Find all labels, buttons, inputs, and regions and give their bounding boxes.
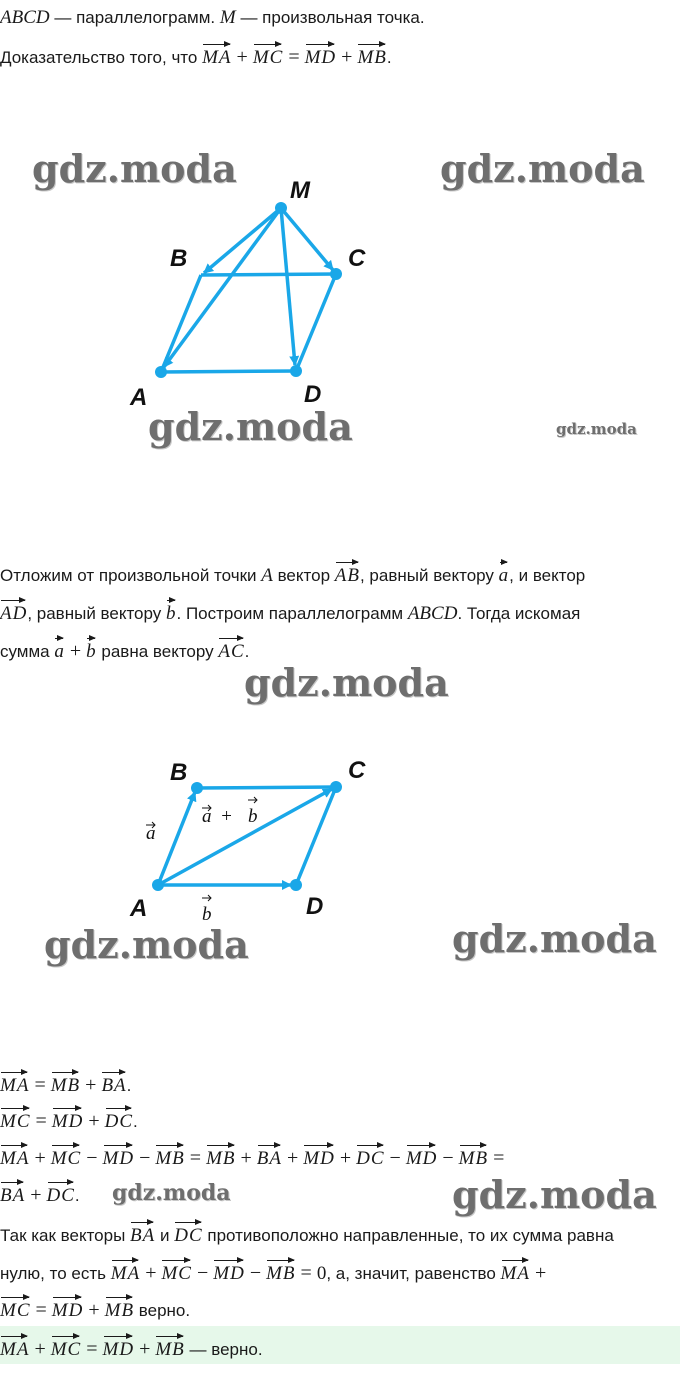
vector-ba: BA <box>101 1068 126 1098</box>
plus-op: + <box>145 1262 157 1284</box>
watermark: gdz.moda <box>452 1172 657 1217</box>
math-abcd: ABCD <box>0 7 50 28</box>
para2-text: . Построим параллелограмм <box>176 604 404 623</box>
proof-text: , а, значит, равенство <box>326 1264 496 1283</box>
point-d <box>290 879 302 891</box>
zero: 0 <box>316 1263 327 1284</box>
point-m <box>275 202 287 214</box>
vector-md: MD <box>406 1141 438 1171</box>
vector-md: MD <box>303 1141 335 1171</box>
vector-mb: MB <box>155 1332 184 1362</box>
eq-op: = <box>86 1338 98 1360</box>
vector-dc: DC <box>47 1178 75 1208</box>
vector-md: MD <box>103 1332 135 1362</box>
plus-op: + <box>139 1338 151 1360</box>
vector-ma: MA <box>0 1141 29 1171</box>
point-a <box>152 879 164 891</box>
proof-text: противоположно направленные, то их сумма равна <box>207 1226 614 1245</box>
vector-a: a <box>54 634 65 664</box>
vector-dc: DC <box>105 1104 133 1134</box>
proof-line-3 <box>0 1141 680 1171</box>
intro-line-1 <box>0 6 680 30</box>
point-c <box>330 268 342 280</box>
vector-ac: AC <box>218 634 244 664</box>
plus-op: + <box>341 46 353 68</box>
para2-text: Отложим от произвольной точки <box>0 566 257 585</box>
figure-parallelogram-point-m <box>120 170 380 410</box>
vector-ma: MA <box>202 40 231 70</box>
label-sum-plus: + <box>220 806 233 827</box>
side-bc <box>197 787 336 788</box>
arrow-ma <box>164 208 281 367</box>
vector-ba: BA <box>0 1178 25 1208</box>
minus-op: − <box>389 1147 401 1169</box>
point-d <box>290 365 302 377</box>
eq-op: = <box>34 1074 46 1096</box>
vector-mc: MC <box>253 40 284 70</box>
label-vec-a: a <box>146 823 156 844</box>
proof-text: и <box>160 1226 170 1245</box>
watermark: gdz.moda <box>452 916 657 961</box>
plus-op: + <box>34 1338 46 1360</box>
para2-text: вектор <box>277 566 331 585</box>
vector-ad: AD <box>0 596 27 626</box>
watermark: gdz.moda <box>556 420 637 438</box>
label-d: D <box>306 893 324 920</box>
math-a: A <box>261 565 273 586</box>
arrow-mc <box>281 208 333 270</box>
label-vec-b: b <box>202 904 212 925</box>
label-a: A <box>130 384 148 410</box>
proof-line-7 <box>0 1293 680 1323</box>
vector-ma: MA <box>0 1068 29 1098</box>
arrow-ac <box>158 789 332 885</box>
proof-text: Так как векторы <box>0 1226 126 1245</box>
para2-line-2 <box>0 596 680 626</box>
vector-b: b <box>166 596 177 626</box>
vector-ba: BA <box>257 1141 282 1171</box>
minus-op: − <box>86 1147 98 1169</box>
vector-a: a <box>499 558 510 588</box>
point-b <box>191 782 203 794</box>
intro-text-2: — произвольная точка. <box>240 8 425 27</box>
watermark: gdz.moda <box>44 922 249 967</box>
eq-op: = <box>189 1147 202 1169</box>
plus-op: + <box>236 46 248 68</box>
vector-mb: MB <box>105 1293 134 1323</box>
vector-md: MD <box>305 40 337 70</box>
proof-line-2 <box>0 1104 680 1134</box>
vector-dc: DC <box>356 1141 384 1171</box>
para2-line-1 <box>0 558 680 588</box>
minus-op: − <box>249 1262 262 1284</box>
answer-text: — верно. <box>189 1340 263 1359</box>
period: . <box>74 1186 80 1205</box>
plus-op: + <box>88 1110 100 1132</box>
watermark: gdz.moda <box>244 660 449 705</box>
vector-mc: MC <box>51 1141 82 1171</box>
side-ad <box>161 371 296 372</box>
vector-mb: MB <box>206 1141 235 1171</box>
eq-op: = <box>35 1110 47 1132</box>
vector-md: MD <box>103 1141 135 1171</box>
eq-op: = <box>493 1147 505 1169</box>
para2-text: сумма <box>0 642 50 661</box>
vector-mb: MB <box>357 40 386 70</box>
para2-text: равна вектору <box>101 642 214 661</box>
period: . <box>126 1076 132 1095</box>
vector-ab: AB <box>335 558 360 588</box>
answer-line <box>0 1332 680 1362</box>
label-b: B <box>170 245 188 272</box>
vector-dc: DC <box>174 1218 202 1248</box>
label-c: C <box>348 245 366 272</box>
plus-op: + <box>287 1147 299 1169</box>
eq-op: = <box>300 1262 312 1284</box>
vector-ba: BA <box>130 1218 155 1248</box>
proof-text: верно. <box>138 1301 191 1320</box>
vector-ma: MA <box>111 1256 140 1286</box>
intro-line-2 <box>0 40 680 70</box>
vector-ma: MA <box>501 1256 530 1286</box>
vector-mc: MC <box>51 1332 82 1362</box>
label-d: D <box>304 381 322 408</box>
vector-mb: MB <box>459 1141 488 1171</box>
proof-line-1 <box>0 1068 680 1098</box>
vector-mc: MC <box>0 1104 31 1134</box>
watermark: gdz.moda <box>148 404 353 449</box>
plus-op: + <box>339 1147 352 1169</box>
period: . <box>386 48 392 67</box>
figure-vector-sum <box>120 740 380 940</box>
label-m: M <box>290 177 310 204</box>
plus-op: + <box>240 1147 252 1169</box>
plus-op: + <box>69 640 82 662</box>
para2-text: . Тогда искомая <box>457 604 581 623</box>
eq-op: = <box>35 1299 47 1321</box>
label-c: C <box>348 757 366 784</box>
para2-text: , равный вектору <box>359 566 494 585</box>
vector-md: MD <box>52 1104 84 1134</box>
watermark: gdz.moda <box>112 1180 231 1206</box>
vector-mb: MB <box>51 1068 80 1098</box>
plus-op: + <box>88 1299 100 1321</box>
intro-text-1: — параллелограмм. <box>54 8 216 27</box>
label-b: B <box>170 759 188 786</box>
watermark: gdz.moda <box>440 146 645 191</box>
side-bc <box>201 274 336 275</box>
label-a: A <box>130 895 148 922</box>
plus-op: + <box>30 1184 42 1206</box>
vector-mb: MB <box>155 1141 184 1171</box>
watermark: gdz.moda <box>32 146 237 191</box>
proof-text: нулю, то есть <box>0 1264 107 1283</box>
side-cd <box>296 787 336 885</box>
vector-mb: MB <box>266 1256 295 1286</box>
point-c <box>330 781 342 793</box>
arrow-md <box>281 208 295 365</box>
vector-mc: MC <box>161 1256 192 1286</box>
vector-md: MD <box>213 1256 245 1286</box>
vector-mc: MC <box>0 1293 31 1323</box>
vector-ma: MA <box>0 1332 29 1362</box>
minus-op: − <box>139 1147 151 1169</box>
plus-op: + <box>34 1147 46 1169</box>
proof-line-5 <box>0 1218 680 1248</box>
minus-op: − <box>196 1262 209 1284</box>
period: . <box>244 642 250 661</box>
arrow-ab <box>158 792 195 885</box>
vector-b: b <box>86 634 97 664</box>
intro-text-3: Доказательство того, что <box>0 48 198 67</box>
plus-op: + <box>85 1074 97 1096</box>
para2-text: , и вектор <box>509 566 586 585</box>
proof-line-6 <box>0 1256 680 1286</box>
period: . <box>133 1112 138 1131</box>
label-vec-a-sum: a <box>202 806 212 827</box>
eq-op: = <box>288 46 300 68</box>
point-a <box>155 366 167 378</box>
minus-op: − <box>442 1147 454 1169</box>
plus-op: + <box>534 1262 547 1284</box>
math-m: M <box>219 7 236 28</box>
label-vec-b-sum: b <box>248 806 258 827</box>
side-cd <box>296 274 336 371</box>
para2-text: , равный вектору <box>27 604 162 623</box>
math-abcd: ABCD <box>407 603 458 624</box>
vector-md: MD <box>52 1293 84 1323</box>
